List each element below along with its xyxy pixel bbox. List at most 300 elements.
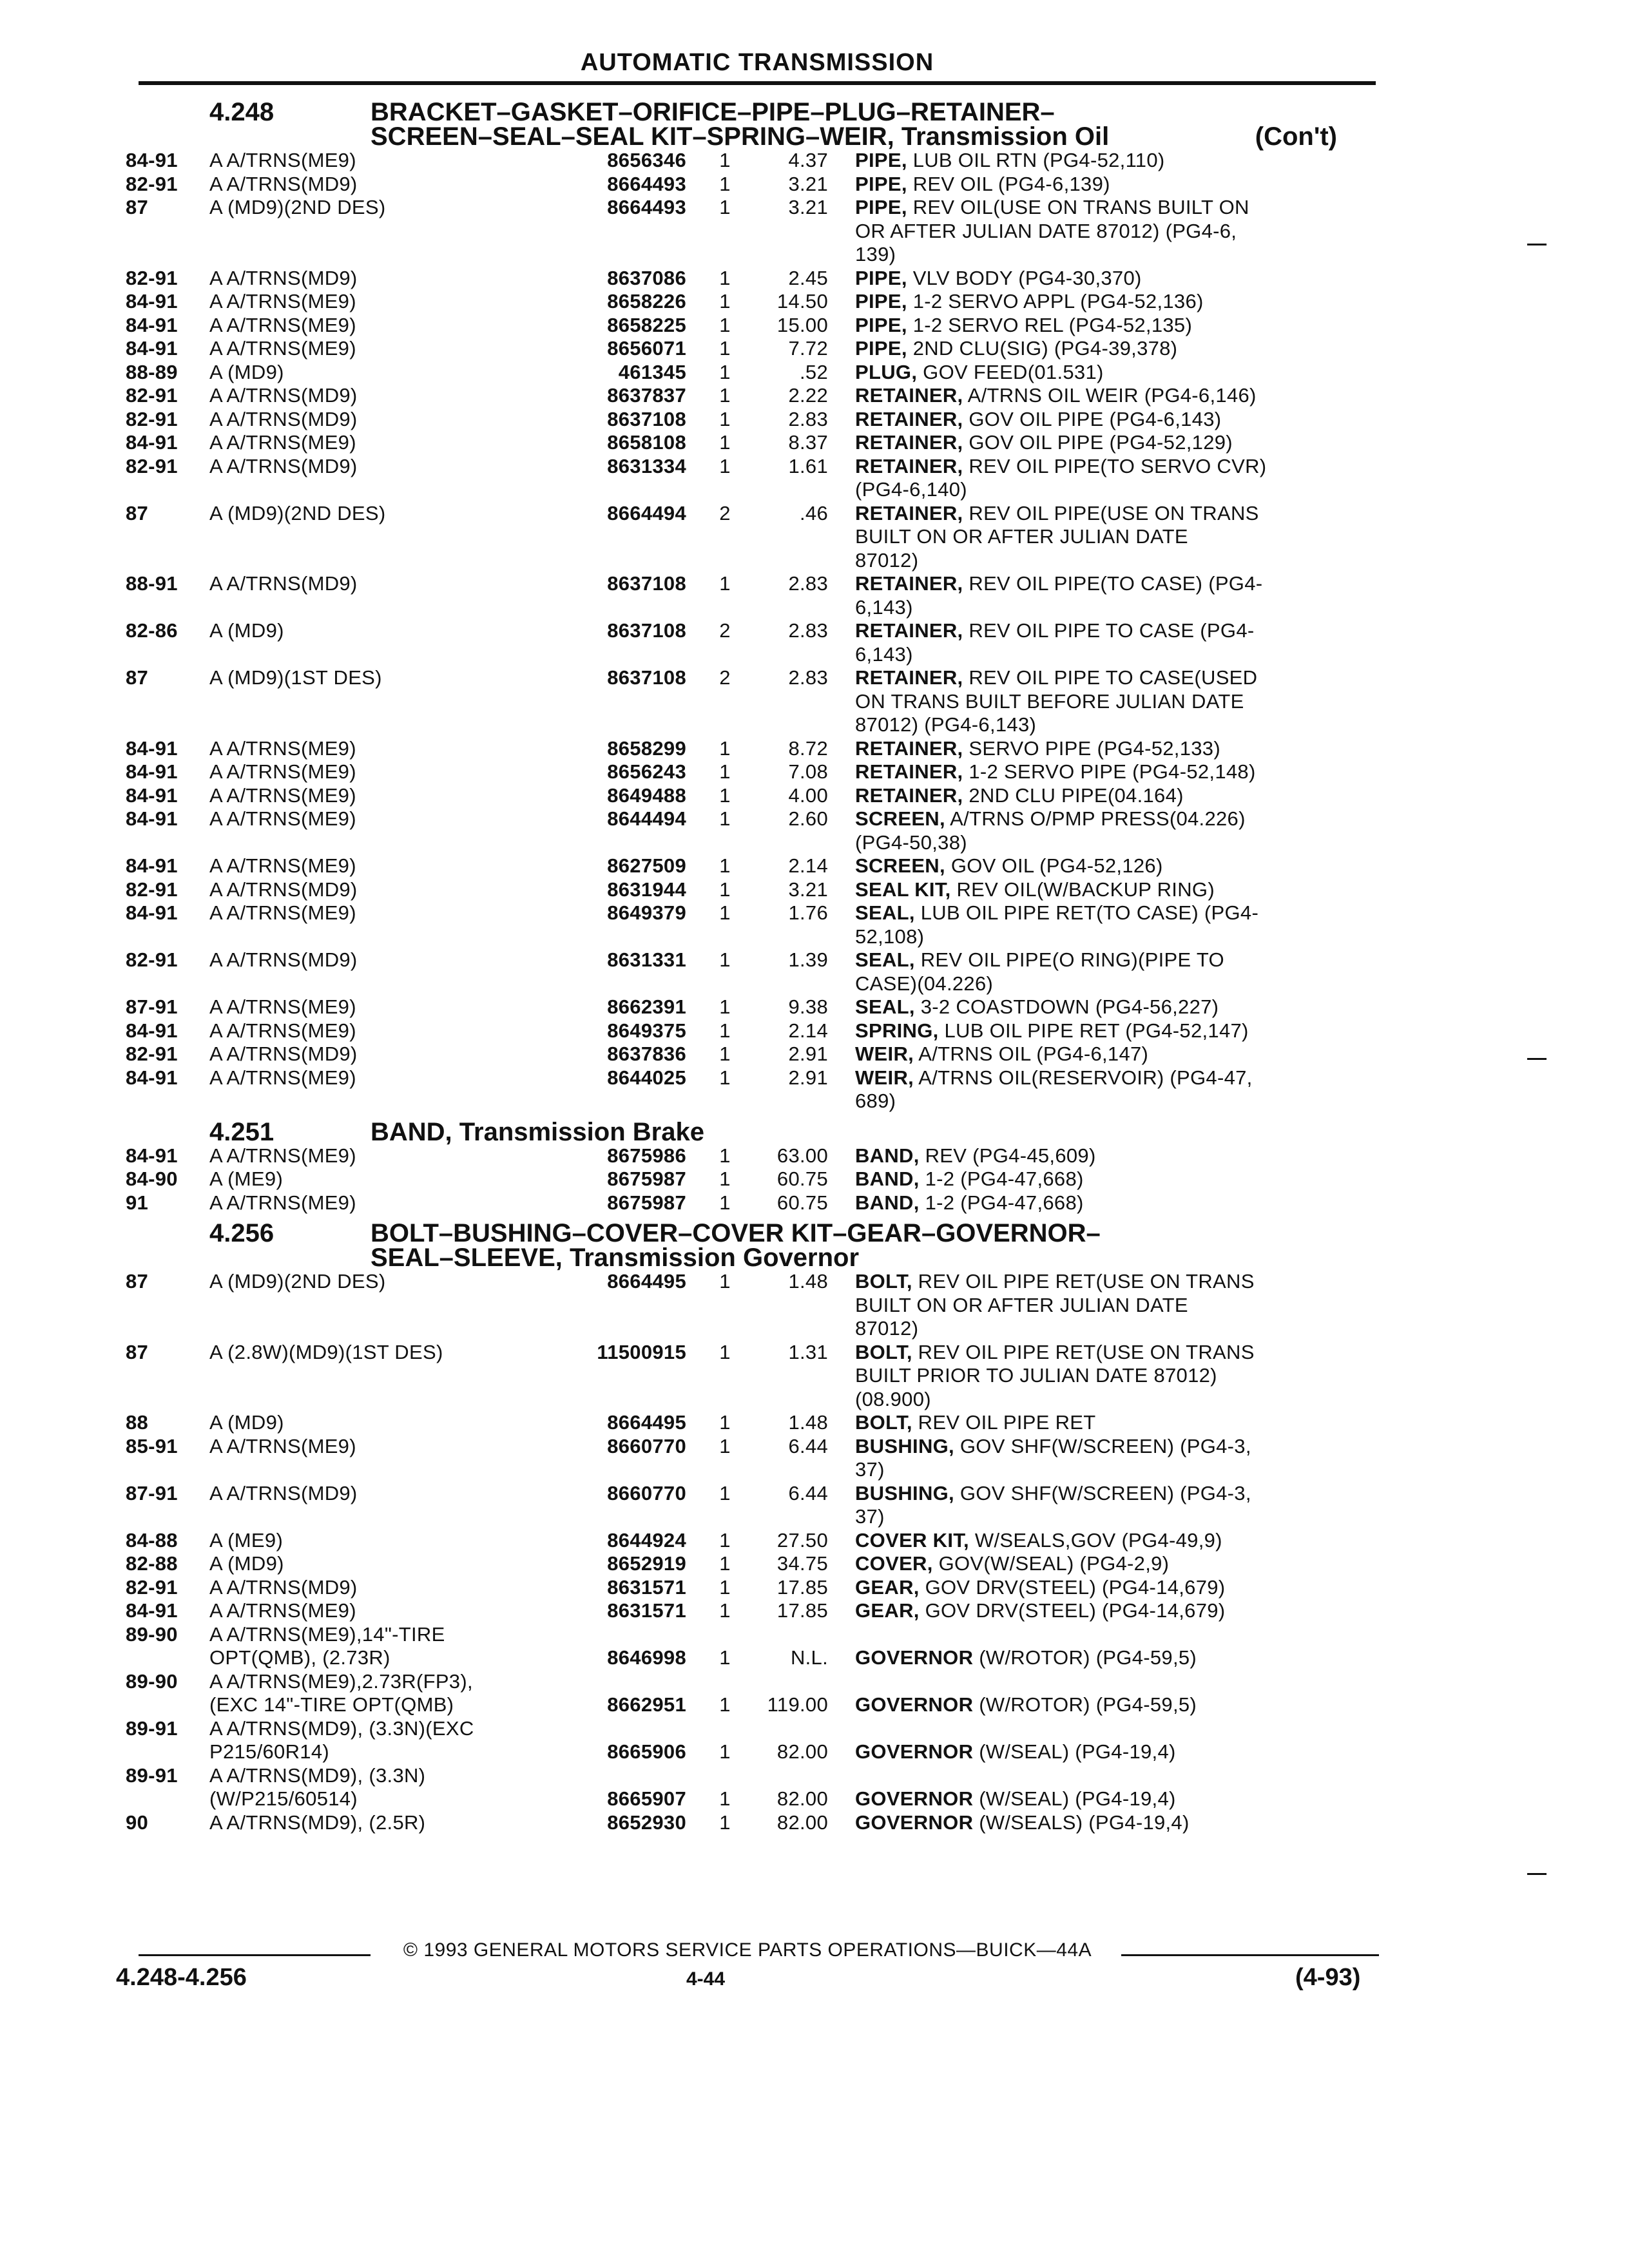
part-number: 8637108 — [607, 572, 686, 595]
application-text: A A/TRNS(ME9) — [209, 313, 356, 336]
quantity: 1 — [719, 290, 731, 312]
application-text: A A/TRNS(MD9) — [209, 948, 358, 971]
part-detail-cont: 87012) (PG4-6,143) — [855, 713, 1037, 736]
part-number: 8658225 — [607, 313, 686, 336]
application — [209, 1552, 557, 1576]
application-text: A (MD9) — [209, 619, 284, 642]
part-number: 8637108 — [607, 666, 686, 689]
application-text: A A/TRNS(MD9) — [209, 878, 358, 901]
parts-row — [126, 1270, 1382, 1341]
margin-mark — [1527, 244, 1547, 245]
price: 6.44 — [788, 1434, 828, 1457]
margin-mark — [1527, 1873, 1547, 1875]
application — [209, 408, 557, 432]
part-detail: A/TRNS OIL WEIR (PG4-6,146) — [967, 384, 1257, 407]
part-name: BUSHING, — [855, 1481, 954, 1504]
model-years: 82-91 — [126, 384, 178, 407]
part-name: GOVERNOR — [855, 1811, 974, 1834]
model-years: 87 — [126, 666, 149, 689]
quantity: 1 — [719, 1481, 731, 1504]
part-number: 8649488 — [607, 783, 686, 807]
model-years: 82-86 — [126, 619, 178, 642]
application-text: A (MD9)(2ND DES) — [209, 196, 386, 218]
parts-row — [126, 1019, 1382, 1043]
part-name: PIPE, — [855, 149, 907, 171]
price: .52 — [800, 360, 828, 383]
header-rule — [139, 81, 1376, 85]
description — [828, 878, 1382, 902]
price: .46 — [800, 501, 828, 524]
price: N.L. — [790, 1646, 828, 1669]
price: 1.48 — [788, 1411, 828, 1434]
part-detail-cont: 139) — [855, 243, 896, 265]
part-detail: REV OIL PIPE RET(USE ON TRANS — [918, 1340, 1255, 1363]
model-years: 84-91 — [126, 1144, 178, 1167]
part-number: 8656243 — [607, 760, 686, 783]
part-name: PIPE, — [855, 266, 907, 289]
part-number: 8631334 — [607, 454, 686, 477]
application-text-cont: OPT(QMB), (2.73R) — [209, 1646, 390, 1669]
part-number: 8656346 — [607, 149, 686, 171]
price: 82.00 — [776, 1811, 828, 1834]
quantity: 1 — [719, 1411, 731, 1434]
model-years: 82-91 — [126, 172, 178, 195]
quantity: 1 — [719, 149, 731, 171]
application — [209, 1168, 557, 1191]
application — [209, 314, 557, 338]
quantity: 1 — [719, 337, 731, 360]
section-title — [371, 1221, 1382, 1270]
application — [209, 455, 557, 502]
application — [209, 1043, 557, 1066]
quantity: 1 — [719, 196, 731, 218]
description — [828, 290, 1382, 314]
parts-row — [126, 1066, 1382, 1113]
part-detail-cont: ON TRANS BUILT BEFORE JULIAN DATE — [855, 689, 1244, 713]
price: 63.00 — [776, 1144, 828, 1167]
application-text: A A/TRNS(ME9) — [209, 149, 356, 171]
price: 4.00 — [788, 783, 828, 807]
model-years: 84-91 — [126, 1066, 178, 1089]
application-text: A (ME9) — [209, 1528, 284, 1552]
section-title-line: SEAL–SLEEVE, Transmission Governor — [371, 1244, 860, 1272]
part-number: 8637108 — [607, 619, 686, 642]
application — [209, 1341, 557, 1412]
margin-mark — [1527, 1058, 1547, 1060]
part-detail: REV OIL PIPE(O RING)(PIPE TO — [920, 948, 1224, 971]
part-number: 8660770 — [607, 1481, 686, 1504]
application-text: A (MD9)(1ST DES) — [209, 666, 382, 689]
part-number: 8664493 — [607, 196, 686, 218]
continued-marker: (Con't) — [1255, 122, 1337, 151]
application-text-cont: (W/P215/60514) — [209, 1787, 358, 1810]
description — [828, 384, 1382, 408]
section-heading — [126, 1117, 1382, 1146]
part-number: 8649379 — [607, 901, 686, 924]
parts-row — [126, 1191, 1382, 1215]
model-years: 89-91 — [126, 1763, 178, 1787]
model-years: 89-90 — [126, 1669, 178, 1693]
part-detail-cont: (PG4-50,38) — [855, 831, 967, 854]
part-detail: 1-2 (PG4-47,668) — [925, 1168, 1084, 1190]
part-name: SEAL KIT, — [855, 878, 951, 901]
application-text-cont: P215/60R14) — [209, 1740, 329, 1763]
application — [209, 1811, 557, 1835]
part-name: SCREEN, — [855, 807, 945, 830]
model-years: 88-91 — [126, 572, 178, 595]
model-years: 84-91 — [126, 149, 178, 171]
price: 3.21 — [788, 196, 828, 218]
section-heading — [126, 1221, 1382, 1270]
model-years: 91 — [126, 1191, 149, 1214]
section-number: 4.248 — [209, 98, 275, 126]
quantity: 1 — [719, 172, 731, 195]
part-detail: REV OIL PIPE RET — [918, 1411, 1096, 1434]
application — [209, 431, 557, 455]
part-detail-cont: 87012) — [855, 548, 919, 572]
application-text: A A/TRNS(ME9) — [209, 431, 356, 454]
parts-row — [126, 737, 1382, 761]
part-detail: (W/SEAL) (PG4-19,4) — [979, 1787, 1176, 1810]
part-detail-cont: (08.900) — [855, 1387, 931, 1410]
description — [828, 1646, 1382, 1670]
price: 1.48 — [788, 1270, 828, 1293]
model-years: 87-91 — [126, 1481, 178, 1504]
application — [209, 1529, 557, 1553]
model-years: 84-91 — [126, 337, 178, 360]
section-number: 4.251 — [209, 1117, 275, 1146]
application-text: A A/TRNS(ME9),2.73R(FP3), — [209, 1669, 473, 1693]
parts-row — [126, 149, 1382, 173]
parts-row — [126, 1435, 1382, 1482]
price: 1.61 — [788, 454, 828, 477]
part-number: 8637086 — [607, 266, 686, 289]
model-years: 84-91 — [126, 313, 178, 336]
application-text: A A/TRNS(ME9),14"-TIRE — [209, 1622, 445, 1646]
part-detail-cont: BUILT ON OR AFTER JULIAN DATE — [855, 525, 1188, 548]
model-years: 84-91 — [126, 1019, 178, 1042]
quantity: 1 — [719, 1340, 731, 1363]
part-number: 8665907 — [607, 1787, 686, 1810]
quantity: 1 — [719, 1552, 731, 1575]
part-detail: REV OIL PIPE TO CASE (PG4- — [969, 619, 1255, 642]
part-number: 8664495 — [607, 1411, 686, 1434]
part-name: SEAL, — [855, 995, 915, 1018]
price: 8.72 — [788, 736, 828, 760]
price: 2.83 — [788, 666, 828, 689]
application — [209, 1066, 557, 1113]
part-name: RETAINER, — [855, 666, 963, 689]
application — [209, 1411, 557, 1435]
part-name: GOVERNOR — [855, 1646, 974, 1669]
application — [209, 995, 557, 1019]
part-detail-cont: BUILT ON OR AFTER JULIAN DATE — [855, 1293, 1188, 1316]
description — [828, 995, 1382, 1019]
part-detail-cont: (PG4-6,140) — [855, 478, 967, 501]
application-text: A (MD9)(2ND DES) — [209, 1270, 386, 1293]
application — [209, 1623, 557, 1670]
part-detail: GOV DRV(STEEL) (PG4-14,679) — [925, 1599, 1226, 1622]
parts-row — [126, 784, 1382, 808]
part-number: 8644494 — [607, 807, 686, 830]
application-text: A A/TRNS(MD9) — [209, 266, 358, 289]
application-text: A A/TRNS(ME9) — [209, 807, 356, 830]
quantity: 1 — [719, 1270, 731, 1293]
description — [828, 1435, 1382, 1482]
quantity: 2 — [719, 619, 731, 642]
footer-section-range: 4.248-4.256 — [116, 1964, 247, 1991]
part-name: RETAINER, — [855, 619, 963, 642]
parts-row — [126, 572, 1382, 619]
model-years: 84-91 — [126, 807, 178, 830]
description — [828, 267, 1382, 291]
part-name: SPRING, — [855, 1019, 939, 1042]
description — [828, 1576, 1382, 1600]
quantity: 2 — [719, 501, 731, 524]
description — [828, 1270, 1382, 1341]
application-text: A A/TRNS(MD9) — [209, 1575, 358, 1599]
quantity: 1 — [719, 1787, 731, 1810]
price: 7.08 — [788, 760, 828, 783]
application-text: A A/TRNS(ME9) — [209, 736, 356, 760]
application-text: A A/TRNS(MD9), (2.5R) — [209, 1811, 426, 1834]
description — [828, 1787, 1382, 1811]
description — [828, 314, 1382, 338]
application — [209, 384, 557, 408]
part-detail: GOV FEED(01.531) — [923, 360, 1104, 383]
part-detail: REV OIL(USE ON TRANS BUILT ON — [912, 196, 1249, 218]
parts-content — [126, 93, 1382, 1834]
application — [209, 572, 557, 619]
description — [828, 431, 1382, 455]
parts-row — [126, 1717, 1382, 1764]
parts-row — [126, 1168, 1382, 1191]
part-detail: SERVO PIPE (PG4-52,133) — [969, 736, 1220, 760]
application-text: A A/TRNS(MD9) — [209, 572, 358, 595]
description — [828, 1740, 1382, 1764]
application-text: A A/TRNS(MD9) — [209, 1043, 358, 1065]
quantity: 1 — [719, 854, 731, 877]
quantity: 1 — [719, 313, 731, 336]
part-number: 8675987 — [607, 1191, 686, 1214]
part-name: BOLT, — [855, 1340, 912, 1363]
price: 2.45 — [788, 266, 828, 289]
part-name: GOVERNOR — [855, 1787, 974, 1810]
description — [828, 455, 1382, 502]
part-detail: 3-2 COASTDOWN (PG4-56,227) — [920, 995, 1219, 1018]
price: 2.22 — [788, 384, 828, 407]
part-detail: GOV OIL PIPE (PG4-6,143) — [969, 407, 1222, 430]
part-detail: A/TRNS O/PMP PRESS(04.226) — [950, 807, 1246, 830]
model-years: 82-91 — [126, 878, 178, 901]
price: 2.91 — [788, 1066, 828, 1089]
parts-row — [126, 431, 1382, 455]
part-detail-cont: 37) — [855, 1458, 885, 1481]
description — [828, 361, 1382, 385]
parts-row — [126, 502, 1382, 573]
quantity: 1 — [719, 1811, 731, 1834]
part-name: PIPE, — [855, 290, 907, 312]
part-number: 8637108 — [607, 407, 686, 430]
part-detail-cont: CASE)(04.226) — [855, 972, 994, 995]
application — [209, 1270, 557, 1341]
application — [209, 173, 557, 197]
parts-row — [126, 901, 1382, 948]
parts-row — [126, 1482, 1382, 1529]
quantity: 1 — [719, 431, 731, 454]
parts-row — [126, 314, 1382, 338]
model-years: 85-91 — [126, 1434, 178, 1457]
quantity: 1 — [719, 1168, 731, 1190]
application-text: A A/TRNS(ME9) — [209, 995, 356, 1018]
application-text: A (MD9) — [209, 1552, 284, 1575]
quantity: 1 — [719, 407, 731, 430]
parts-row — [126, 1599, 1382, 1623]
part-name: GEAR, — [855, 1599, 920, 1622]
parts-row — [126, 290, 1382, 314]
quantity: 1 — [719, 454, 731, 477]
part-name: RETAINER, — [855, 572, 963, 595]
section-title-line: BAND, Transmission Brake — [371, 1117, 704, 1146]
application-text: A A/TRNS(MD9) — [209, 384, 358, 407]
price: 2.83 — [788, 407, 828, 430]
application — [209, 1482, 557, 1529]
price: 1.76 — [788, 901, 828, 924]
part-detail-cont: BUILT PRIOR TO JULIAN DATE 87012) — [855, 1364, 1217, 1387]
part-detail: LUB OIL RTN (PG4-52,110) — [912, 149, 1165, 171]
part-detail-cont: 87012) — [855, 1317, 919, 1340]
part-detail: 1-2 SERVO REL (PG4-52,135) — [912, 313, 1193, 336]
application-text: A A/TRNS(ME9) — [209, 337, 356, 360]
quantity: 1 — [719, 807, 731, 830]
part-number: 8631571 — [607, 1575, 686, 1599]
parts-row — [126, 1144, 1382, 1168]
part-number: 11500915 — [597, 1340, 686, 1363]
price: 15.00 — [776, 313, 828, 336]
part-number: 8675986 — [607, 1144, 686, 1167]
price: 17.85 — [776, 1599, 828, 1622]
application — [209, 361, 557, 385]
part-detail: 1-2 SERVO PIPE (PG4-52,148) — [969, 760, 1256, 783]
application — [209, 337, 557, 361]
model-years: 82-91 — [126, 266, 178, 289]
part-number: 8658226 — [607, 290, 686, 312]
part-number: 8664495 — [607, 1270, 686, 1293]
price: 14.50 — [776, 290, 828, 312]
part-name: BOLT, — [855, 1270, 912, 1293]
parts-row — [126, 1670, 1382, 1717]
parts-row — [126, 196, 1382, 267]
part-name: GOVERNOR — [855, 1693, 974, 1716]
footer-page-number: 4-44 — [686, 1968, 726, 1990]
application — [209, 666, 557, 737]
section-title — [371, 100, 1382, 149]
price: 60.75 — [776, 1168, 828, 1190]
price: 2.14 — [788, 1019, 828, 1042]
part-number: 8627509 — [607, 854, 686, 877]
parts-row — [126, 1043, 1382, 1066]
description — [828, 1341, 1382, 1412]
application-text: A (MD9) — [209, 360, 284, 383]
part-number: 8652919 — [607, 1552, 686, 1575]
quantity: 1 — [719, 736, 731, 760]
part-detail: REV OIL PIPE(USE ON TRANS — [969, 501, 1259, 524]
application — [209, 502, 557, 573]
footer-rule-left — [139, 1954, 371, 1956]
part-number: 8665906 — [607, 1740, 686, 1763]
quantity: 1 — [719, 878, 731, 901]
part-name: RETAINER, — [855, 501, 963, 524]
model-years: 82-91 — [126, 454, 178, 477]
part-number: 8664493 — [607, 172, 686, 195]
part-number: 8631944 — [607, 878, 686, 901]
part-detail: (W/ROTOR) (PG4-59,5) — [979, 1693, 1197, 1716]
description — [828, 149, 1382, 173]
part-name: PIPE, — [855, 172, 907, 195]
description — [828, 1191, 1382, 1215]
price: 2.83 — [788, 572, 828, 595]
quantity: 1 — [719, 266, 731, 289]
price: 7.72 — [788, 337, 828, 360]
footer-date-code: (4-93) — [1295, 1964, 1361, 1991]
model-years: 87 — [126, 196, 149, 218]
application-text: A A/TRNS(ME9) — [209, 1144, 356, 1167]
application — [209, 854, 557, 878]
description — [828, 1066, 1382, 1113]
model-years: 84-91 — [126, 901, 178, 924]
application — [209, 1576, 557, 1600]
application-text: A A/TRNS(ME9) — [209, 1019, 356, 1042]
application — [209, 196, 557, 267]
part-name: WEIR, — [855, 1043, 914, 1065]
part-detail: (W/SEAL) (PG4-19,4) — [979, 1740, 1176, 1763]
application-text: A A/TRNS(ME9) — [209, 1066, 356, 1089]
application — [209, 948, 557, 995]
part-detail: 1-2 SERVO APPL (PG4-52,136) — [912, 290, 1204, 312]
part-number: 8637837 — [607, 384, 686, 407]
model-years: 87-91 — [126, 995, 178, 1018]
footer-copyright: © 1993 GENERAL MOTORS SERVICE PARTS OPERATIONS—BUICK—44A — [403, 1939, 1092, 1961]
part-name: RETAINER, — [855, 760, 963, 783]
model-years: 84-91 — [126, 431, 178, 454]
part-detail: REV OIL PIPE TO CASE(USED — [969, 666, 1258, 689]
description — [828, 1599, 1382, 1623]
model-years: 84-91 — [126, 290, 178, 312]
part-detail: GOV OIL (PG4-52,126) — [950, 854, 1163, 877]
application-text: A A/TRNS(ME9) — [209, 1191, 356, 1214]
part-name: RETAINER, — [855, 736, 963, 760]
part-detail: 1-2 (PG4-47,668) — [925, 1191, 1084, 1214]
quantity: 1 — [719, 360, 731, 383]
section-title-line: BRACKET–GASKET–ORIFICE–PIPE–PLUG–RETAINER– — [371, 98, 1055, 126]
quantity: 1 — [719, 1575, 731, 1599]
part-name: GOVERNOR — [855, 1740, 974, 1763]
quantity: 1 — [719, 1528, 731, 1552]
part-detail-cont: 689) — [855, 1090, 896, 1112]
part-detail: REV OIL(W/BACKUP RING) — [956, 878, 1215, 901]
price: 8.37 — [788, 431, 828, 454]
parts-row — [126, 1552, 1382, 1576]
part-name: RETAINER, — [855, 431, 963, 454]
description — [828, 572, 1382, 619]
part-name: WEIR, — [855, 1066, 914, 1089]
application-text: A (ME9) — [209, 1168, 284, 1190]
price: 2.14 — [788, 854, 828, 877]
part-detail: GOV OIL PIPE (PG4-52,129) — [969, 431, 1233, 454]
application-text: A A/TRNS(ME9) — [209, 290, 356, 312]
description — [828, 666, 1382, 737]
description — [828, 1693, 1382, 1717]
